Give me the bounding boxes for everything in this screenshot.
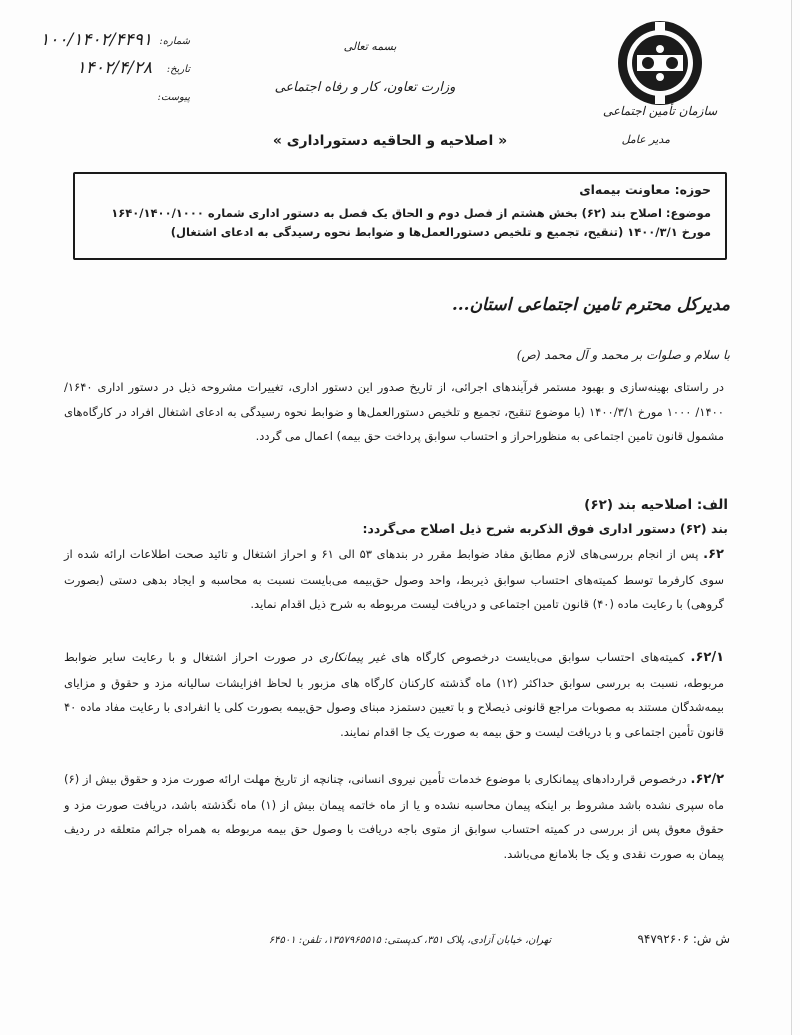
meta-date-label: تاریخ: [166,64,190,75]
subject-text: موضوع: اصلاح بند (۶۲) بخش هشتم از فصل دوم و الحاق یک فصل به دستور اداری شماره ۱۶۴۰/۱۴۰۰/۱۰۰۰ مورخ ۱۴۰۰/۳/۱ (تنقیح، تجمیع و تلخیص دستورالعمل‌ها و ضوابط نحوه رسیدگی به ادعای اشتغال) [111,206,711,239]
basmala: بسمه تعالی [343,40,397,53]
clause-62-2-number: ۶۲/۲. [690,772,725,787]
meta-number-label: شماره: [159,36,190,47]
clause-62-1-emphasis: غیر پیمانکاری [318,650,386,664]
intro-paragraph: در راستای بهینه‌سازی و بهبود مستمر فرآیندهای اجرائی، از تاریخ صدور این دستور اداری، تغییرات مشروحه ذیل در دستور اداری ۱۶۴۰/ ۱۴۰۰/ ۱۰۰۰ مورخ ۱۴۰۰/۳/۱ (با موضوع تنقیح، تجمیع و تلخیص دستورالعمل‌ها و ضوابط نحوه رسیدگی به ادعای اشتغال افراد در کارگاه‌های مشمول قانون تامین اجتماعی به منظوراحراز و احتساب سوابق پرداخت حق بیمه) اعمال می گردد. [64,380,724,443]
section-title: الف: اصلاحیه بند (۶۲) [584,497,728,513]
footer-address: تهران، خیابان آزادی، پلاک ۳۵۱، کدپستی: ۱۳۵۷۹۶۵۵۱۵، تلفن: ۶۴۵۰۱ [268,935,552,946]
letter-meta [20,30,190,114]
meta-number-row [20,30,190,58]
subject-box [73,172,727,260]
footer-reference: ش ش: ۹۴۷۹۲۶۰۶ [637,932,730,946]
meta-date-value: ۱۴۰۲/۴/۲۸ [76,58,152,78]
greeting: با سلام و صلوات بر محمد و آل محمد (ص) [516,348,730,362]
meta-date-row [20,58,190,86]
clause-62-text: پس از انجام بررسی‌های لازم مطابق مفاد ضوابط مقرر در بندهای ۵۳ الی ۶۱ و احراز اشتغال و تائید صحت اطلاعات ارائه شده از سوی کارفرما توسط کمیته‌های احتساب سوابق ذیربط، واحد وصول حق‌بیمه می‌بایست نسبت به محاسبه و ایجاد بدهی دستی (بصورت گروهی) با رعایت ماده (۴۰) قانون تامین اجتماعی و دریافت لیست مربوطه به شرح ذیل اقدام نماید. [64,547,724,611]
clause-62-1-text-a: کمیته‌های احتساب سوابق می‌بایست درخصوص کارگاه های [391,650,685,664]
clause-62-2-text: درخصوص قراردادهای پیمانکاری با موضوع خدمات تأمین نیروی انسانی، چنانچه از تاریخ مهلت ارائه صورت مزد و حقوق بیش از (۶) ماه سپری نشده باشد مشروط بر اینکه پیمان محاسبه نشده و یا از ماه خاتمه پیمان بیش از (۱) ماه نگذشته باشد، دریافت صورت مزد و حقوق معوق پس از بررسی در کمیته احتساب سوابق از متوی باجه دریافت با وصول حق بیمه مربوطه به همراه جرائم متعلقه در ردیف پیمان به صورت نقدی و یک جا بلامانع می‌باشد. [64,772,724,861]
section-subtitle: بند (۶۲) دستور اداری فوق الذکربه شرح ذیل اصلاح می‌گردد: [362,521,728,536]
subject-area: حوزه: معاونت بیمه‌ای [579,182,711,197]
meta-attachment-label: پیوست: [157,92,190,103]
clause-62-1-number: ۶۲/۱. [690,650,725,665]
organization-name: سازمان تأمین اجتماعی [602,104,718,118]
clause-62-1 [64,645,724,744]
document-title: « اصلاحیه و الحاقیه دستوراداری » [272,133,508,149]
meta-number-value: ۱۰۰/۱۴۰۲/۴۴۹۱ [40,30,152,50]
clause-62-1-text-b: در صورت احراز اشتغال و با رعایت سایر ضوابط مربوطه، نسبت به بررسی سوابق حداکثر (۱۲) ماه گذشته کارکنان کارگاه های مزبور با لحاظ افزایشات سالیانه مزد و حقوق و مزایای بیمه‌شدگان مستند به مصوبات مراجع قانونی ذیصلاح و با تعیین دستمزد مبنای وصول حق‌بیمه بصورت کلی یا انفرادی با رعایت مفاد ماده ۴۰ قانون تأمین اجتماعی و با دریافت لیست و حق بیمه به صورت یک جا اقدام نمایند. [64,650,725,739]
social-security-logo-icon [615,18,705,108]
page-edge [791,0,792,1035]
meta-attachment-row [20,86,190,114]
clause-62-number: ۶۲. [703,547,724,562]
ministry-name: وزارت تعاون، کار و رفاه اجتماعی [274,80,456,95]
organization-role: مدیر عامل [621,133,670,146]
salutation: مدیرکل محترم تامین اجتماعی استان... [451,295,730,315]
clause-62-2 [64,767,724,866]
clause-62 [64,542,724,617]
